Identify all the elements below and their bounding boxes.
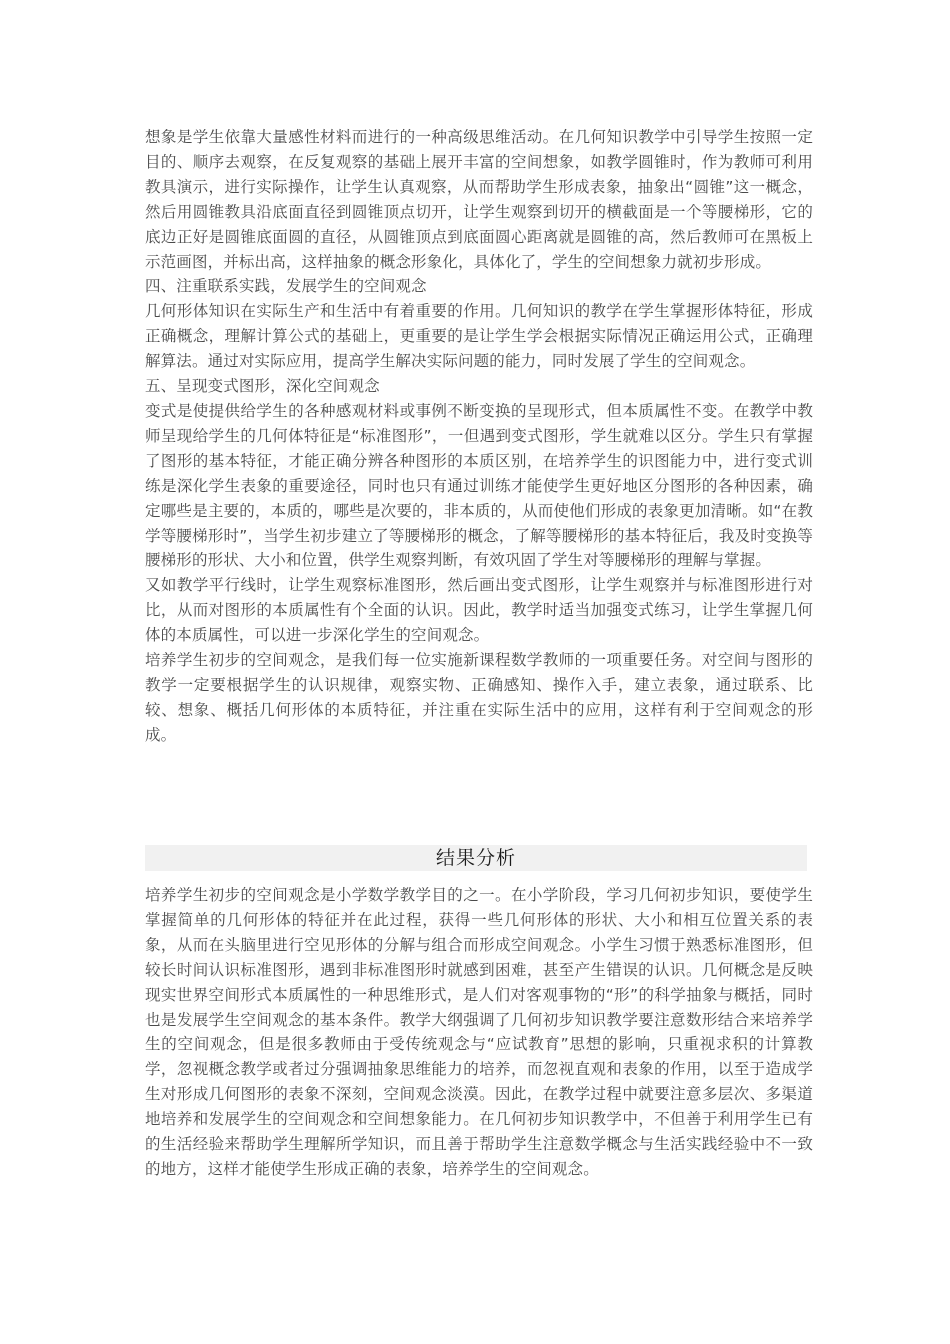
result-analysis-heading: 结果分析 [145,845,807,871]
paragraph-imagination: 想象是学生依靠大量感性材料而进行的一种高级思维活动。在几何知识教学中引导学生按照一定目的、顺序去观察，在反复观察的基础上展开丰富的空间想象，如教学圆锥时，作为教师可利用教具演示，进行实际操作，让学生认真观察，从而帮助学生形成表象，抽象出“圆锥”这一概念，然后用圆锥教具沿底面直径到圆锥顶点切开，让学生观察到切开的横截面是一个等腰梯形，它的底边正好是圆锥底面圆的直径，从圆锥顶点到底面圆心距离就是圆锥的高，然后教师可在黑板上示范画图，并标出高，这样抽象的概念形象化，具体化了，学生的空间想象力就初步形成。 [145,128,813,271]
heading-variant-figures: 五、呈现变式图形，深化空间观念 [145,377,380,396]
paragraph-variant-figures: 变式是使提供给学生的各种感观材料或事例不断变换的呈现形式，但本质属性不变。在教学中教师呈现给学生的几何体特征是“标准图形”，一但遇到变式图形，学生就难以区分。学生只有掌握了图形的基本特征，才能正确分辨各种图形的本质区别，在培养学生的识图能力中，进行变式训练是深化学生表象的重要途径，同时也只有通过训练才能使学生更好地区分图形的各种因素，确定哪些是主要的，本质的，哪些是次要的，非本质的，从而使他们形成的表象更加清晰。如“在教学等腰梯形时”，当学生初步建立了等腰梯形的概念，了解等腰梯形的基本特征后，我及时变换等腰梯形的形状、大小和位置，供学生观察判断，有效巩固了学生对等腰梯形的理解与掌握。 [145,401,813,570]
result-section [145,883,813,1182]
paragraph-parallel-lines: 又如教学平行线时，让学生观察标准图形，然后画出变式图形，让学生观察并与标准图形进行对比，从而对图形的本质属性有个全面的认识。因此，教学时适当加强变式练习，让学生掌握几何体的本质属性，可以进一步深化学生的空间观念。 [145,576,813,645]
body-section [145,125,813,748]
document-page [145,125,813,1178]
heading-practice: 四、注重联系实践，发展学生的空间观念 [145,277,427,296]
paragraph-conclusion: 培养学生初步的空间观念，是我们每一位实施新课程数学教师的一项重要任务。对空间与图形的教学一定要根据学生的认识规律，观察实物、正确感知、操作入手，建立表象，通过联系、比较、想象、概括几何形体的本质特征，并注重在实际生活中的应用，这样有利于空间观念的形成。 [145,651,813,744]
paragraph-practice: 几何形体知识在实际生产和生活中有着重要的作用。几何知识的教学在学生掌握形体特征，形成正确概念，理解计算公式的基础上，更重要的是让学生学会根据实际情况正确运用公式，正确理解算法。通过对实际应用，提高学生解决实际问题的能力，同时发展了学生的空间观念。 [145,302,813,371]
paragraph-result-analysis: 培养学生初步的空间观念是小学数学教学目的之一。在小学阶段，学习几何初步知识，要使学生掌握简单的几何形体的特征并在此过程，获得一些几何形体的形状、大小和相互位置关系的表象，从而在头脑里进行空见形体的分解与组合而形成空间观念。小学生习惯于熟悉标准图形，但较长时间认识标准图形，遇到非标准图形时就感到困难，甚至产生错误的认识。几何概念是反映现实世界空间形式本质属性的一种思维形式，是人们对客观事物的“形”的科学抽象与概括，同时也是发展学生空间观念的基本条件。教学大纲强调了几何初步知识教学要注意数形结合来培养学生的空间观念，但是很多教师由于受传统观念与“应试教育”思想的影响，只重视求积的计算教学，忽视概念教学或者过分强调抽象思维能力的培养，而忽视直观和表象的作用，以至于造成学生对形成几何图形的表象不深刻，空间观念淡漠。因此，在教学过程中就要注意多层次、多渠道地培养和发展学生的空间观念和空间想象能力。在几何初步知识教学中，不但善于利用学生已有的生活经验来帮助学生理解所学知识，而且善于帮助学生注意数学概念与生活实践经验中不一致的地方，这样才能使学生形成正确的表象，培养学生的空间观念。 [145,886,813,1178]
